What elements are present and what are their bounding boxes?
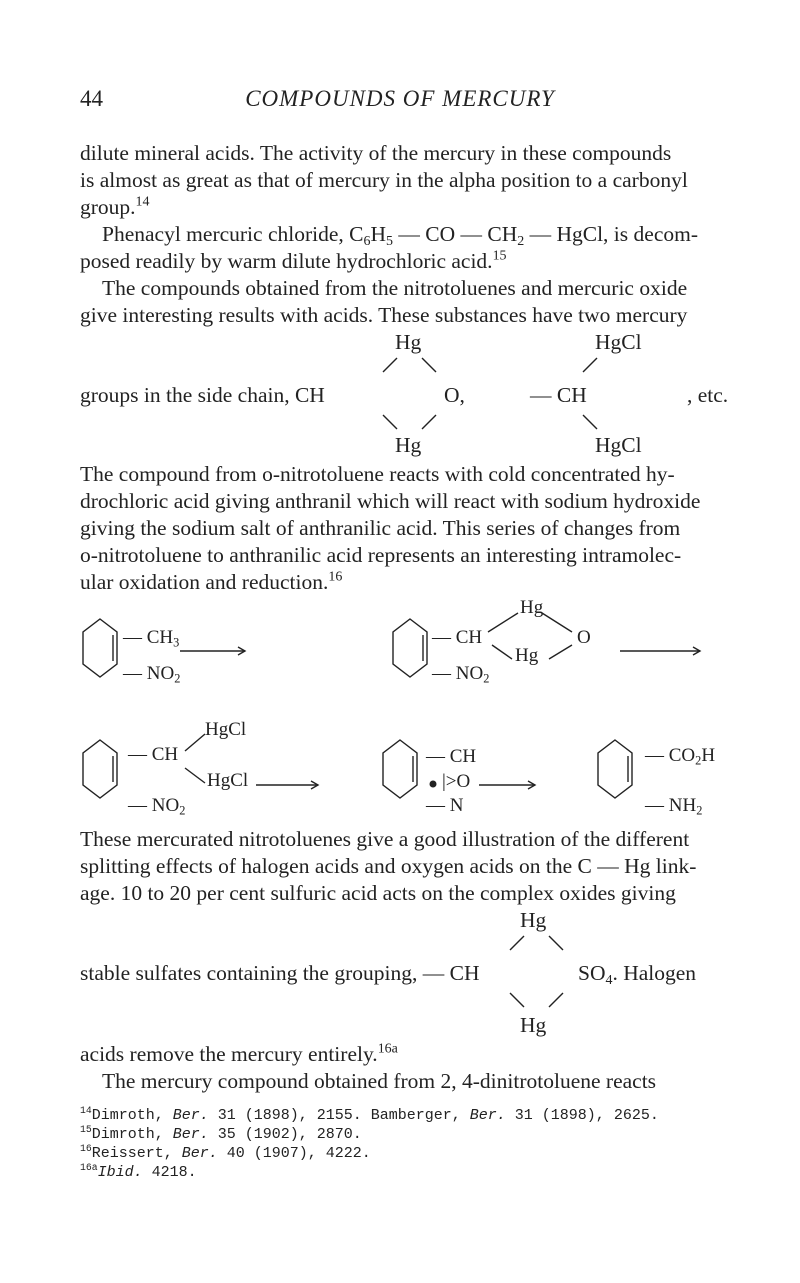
bond-line	[422, 358, 436, 372]
text-line: o-nitrotoluene to anthranilic acid represents an interesting intramolec-	[80, 543, 682, 567]
benzene-ring	[83, 619, 117, 677]
text-line: is almost as great as that of mercury in the alpha position to a carbonyl	[80, 168, 688, 192]
footnote: $^{16}$Reissert, Ber. 40 (1907), 4222.	[80, 1143, 371, 1162]
running-head: COMPOUNDS OF MERCURY	[245, 86, 555, 111]
scheme-label: — N	[426, 795, 464, 816]
footnote: $^{15}$Dimroth, Ber. 35 (1902), 2870.	[80, 1124, 362, 1143]
scheme-label: — CH	[426, 746, 477, 767]
text-line: The compounds obtained from the nitrotoluenes and mercuric oxide	[102, 276, 688, 300]
text-line: age. 10 to 20 per cent sulfuric acid acts on the complex oxides giving	[80, 881, 676, 905]
bond-line	[185, 734, 205, 751]
scheme-label: — $NH_2$	[645, 795, 703, 818]
formula-hgcl-top: HgCl	[595, 330, 642, 354]
bond-line	[383, 358, 397, 372]
bond-line	[510, 993, 524, 1007]
text-line: acids remove the mercury entirely.$^{16a}$	[80, 1041, 398, 1066]
bond-line	[492, 645, 512, 659]
formula-ch: — CH	[530, 383, 587, 407]
footnote: $^{16a}$Ibid. 4218.	[80, 1162, 197, 1181]
benzene-ring	[393, 619, 427, 677]
text-line: stable sulfates containing the grouping, — CH	[80, 961, 480, 985]
formula-hg-top: Hg	[520, 908, 547, 932]
text-line: ular oxidation and reduction.$^{16}$	[80, 569, 343, 594]
scheme-label: — $NO_2$	[432, 663, 490, 686]
bond-line	[583, 415, 597, 429]
scheme-label: HgCl	[205, 719, 247, 740]
bond-line	[583, 358, 597, 372]
scheme-label: — CH	[128, 744, 179, 765]
text-line: Phenacyl mercuric chloride, $C_6H_5$ — CO — $CH_2$ — HgCl, is decom-	[102, 222, 698, 250]
text-line: The compound from o-nitrotoluene reacts with cold concentrated hy-	[80, 462, 675, 486]
benzene-ring	[383, 740, 417, 798]
footnote: $^{14}$Dimroth, Ber. 31 (1898), 2155. Bamberger, Ber. 31 (1898), 2625.	[80, 1105, 659, 1124]
bond-line	[549, 936, 563, 950]
scheme-label: HgCl	[207, 770, 249, 791]
scheme-label: Hg	[520, 597, 544, 618]
text-line: These mercurated nitrotoluenes give a good illustration of the different	[80, 827, 690, 851]
scheme-label: — $CO_2H$	[645, 745, 716, 768]
text-etc: , etc.	[687, 383, 729, 407]
bond-line	[549, 645, 572, 659]
footnote-ref: 16a	[377, 1041, 398, 1057]
text-line: drochloric acid giving anthranil which will react with sodium hydroxide	[80, 489, 701, 513]
text-line: giving the sodium salt of anthranilic acid. This series of changes from	[80, 516, 681, 540]
scheme-label: |>O	[442, 771, 471, 792]
formula-hgcl-bottom: HgCl	[595, 433, 642, 457]
footnote-ref: 14	[135, 194, 150, 210]
footnote-ref: 15	[492, 248, 507, 264]
scheme-label: — $CH_3$	[123, 627, 180, 650]
footnote-ref: 16	[328, 569, 343, 585]
text-line: posed readily by warm dilute hydrochloric acid.$^{15}$	[80, 248, 507, 273]
benzene-ring	[83, 740, 117, 798]
bond-line	[542, 613, 572, 632]
bond-line	[422, 415, 436, 429]
bond-line	[383, 415, 397, 429]
text-line: give interesting results with acids. These substances have two mercury	[80, 303, 688, 327]
bond-line	[488, 613, 518, 632]
formula-o: O,	[444, 383, 465, 407]
benzene-ring	[598, 740, 632, 798]
text-line: groups in the side chain, CH	[80, 383, 325, 407]
bond-dot	[430, 781, 437, 788]
bond-line	[549, 993, 563, 1007]
text-line: dilute mineral acids. The activity of the mercury in these compounds	[80, 141, 672, 165]
formula-hg-bottom: Hg	[395, 433, 422, 457]
text-line: splitting effects of halogen acids and oxygen acids on the C — Hg link-	[80, 854, 697, 878]
formula-hg-bottom: Hg	[520, 1013, 547, 1037]
scheme-label: — $NO_2$	[128, 795, 186, 818]
scheme-label: — CH	[432, 627, 483, 648]
scheme-label: Hg	[515, 645, 539, 666]
text-line: $SO_4$. Halogen	[578, 961, 697, 989]
scheme-label: — $NO_2$	[123, 663, 181, 686]
bond-line	[510, 936, 524, 950]
text-line: group.$^{14}$	[80, 194, 150, 219]
scheme-label: O	[577, 627, 591, 648]
text-line: The mercury compound obtained from 2, 4-dinitrotoluene reacts	[102, 1069, 657, 1093]
page-number: 44	[80, 86, 103, 111]
bond-line	[185, 768, 205, 783]
formula-hg-top: Hg	[395, 330, 422, 354]
